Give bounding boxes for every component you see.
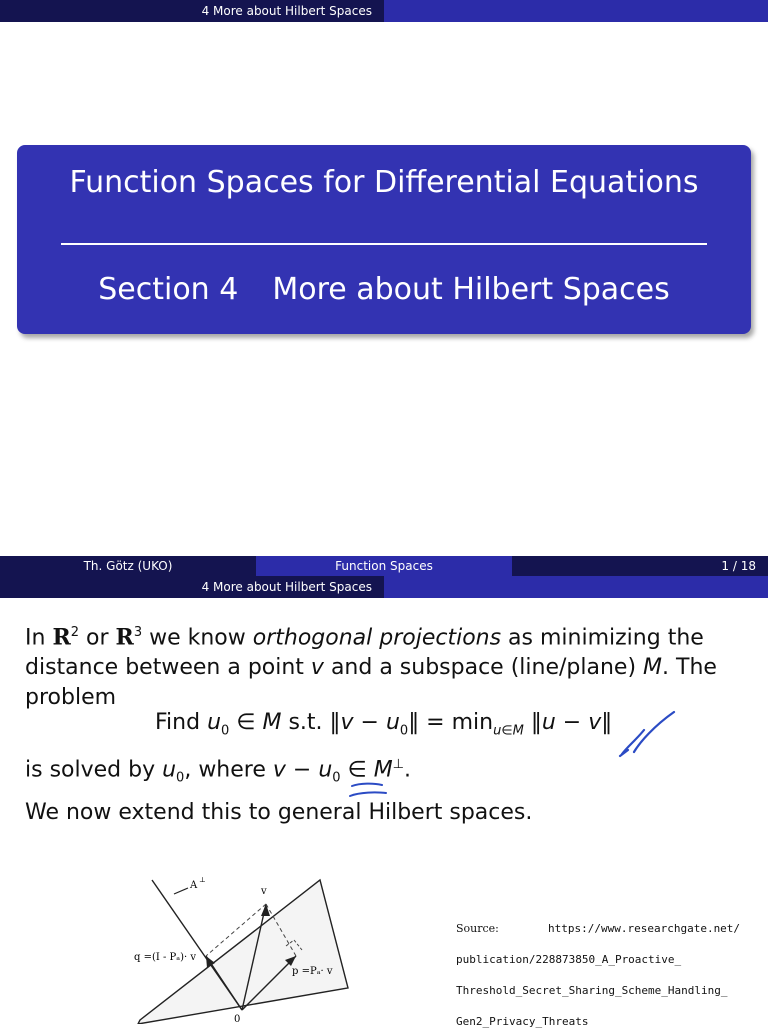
footer-author: Th. Götz (UKO) <box>0 556 256 576</box>
paragraph-solution: is solved by $u_0$, where $v - u_0$ ∈ M⊥. <box>25 757 412 786</box>
label-q: q =(I - Pₐ)· v <box>134 952 197 963</box>
title-divider <box>61 243 707 245</box>
source-line-4: Gen2_Privacy_Threats <box>456 1015 589 1028</box>
underline-pen-annotation <box>346 780 392 802</box>
emphasis-orthogonal-projections: orthogonal projections <box>252 625 502 651</box>
source-line-1 <box>456 922 740 935</box>
slide-header-bar <box>0 0 768 22</box>
label-A: A <box>190 880 198 891</box>
label-origin: 0 <box>234 1014 241 1024</box>
footer-short-title: Function Spaces <box>256 556 512 576</box>
source-label: Source: <box>456 922 499 935</box>
source-line-2: publication/228873850_A_Proactive_ <box>456 953 682 966</box>
header-blue-segment <box>384 0 768 22</box>
minimization-problem: Find $u_0$ ∈ M s.t. ‖v − $u_0‖ = \min_{u\in M}$ ‖u − v‖ <box>155 710 613 739</box>
slide-footer <box>0 556 768 576</box>
source-url-part: https://www.researchgate.net/ <box>548 922 741 935</box>
header-blue-segment <box>384 576 768 598</box>
projection-diagram <box>120 870 370 1024</box>
section-number: Section 4 <box>98 272 239 307</box>
label-p: p =Pₐ· v <box>292 966 333 977</box>
paragraph-orthogonal-projections: In $R^2$ or $R^3$ we know orthogonal projections as minimizing the distance between a point v and a subspace (line/plane) M. The problem <box>25 624 717 711</box>
label-v: v <box>261 886 267 897</box>
header-section-label: 4 More about Hilbert Spaces <box>201 4 372 18</box>
presentation-title: Function Spaces for Differential Equations <box>69 165 699 200</box>
slide2-header-bar <box>0 576 768 598</box>
section-title <box>17 272 751 307</box>
checkmark-pen-annotation <box>614 706 680 762</box>
header-section-label: 4 More about Hilbert Spaces <box>201 580 372 594</box>
title-box <box>17 145 751 334</box>
label-perp: ⊥ <box>199 876 206 884</box>
paragraph-extension: We now extend this to general Hilbert spaces. <box>25 800 533 825</box>
source-line-3: Threshold_Secret_Sharing_Scheme_Handling_ <box>456 984 728 997</box>
footer-page-number: 1 / 18 <box>721 559 756 573</box>
footer-page-segment <box>512 556 768 576</box>
section-name: More about Hilbert Spaces <box>272 272 670 307</box>
